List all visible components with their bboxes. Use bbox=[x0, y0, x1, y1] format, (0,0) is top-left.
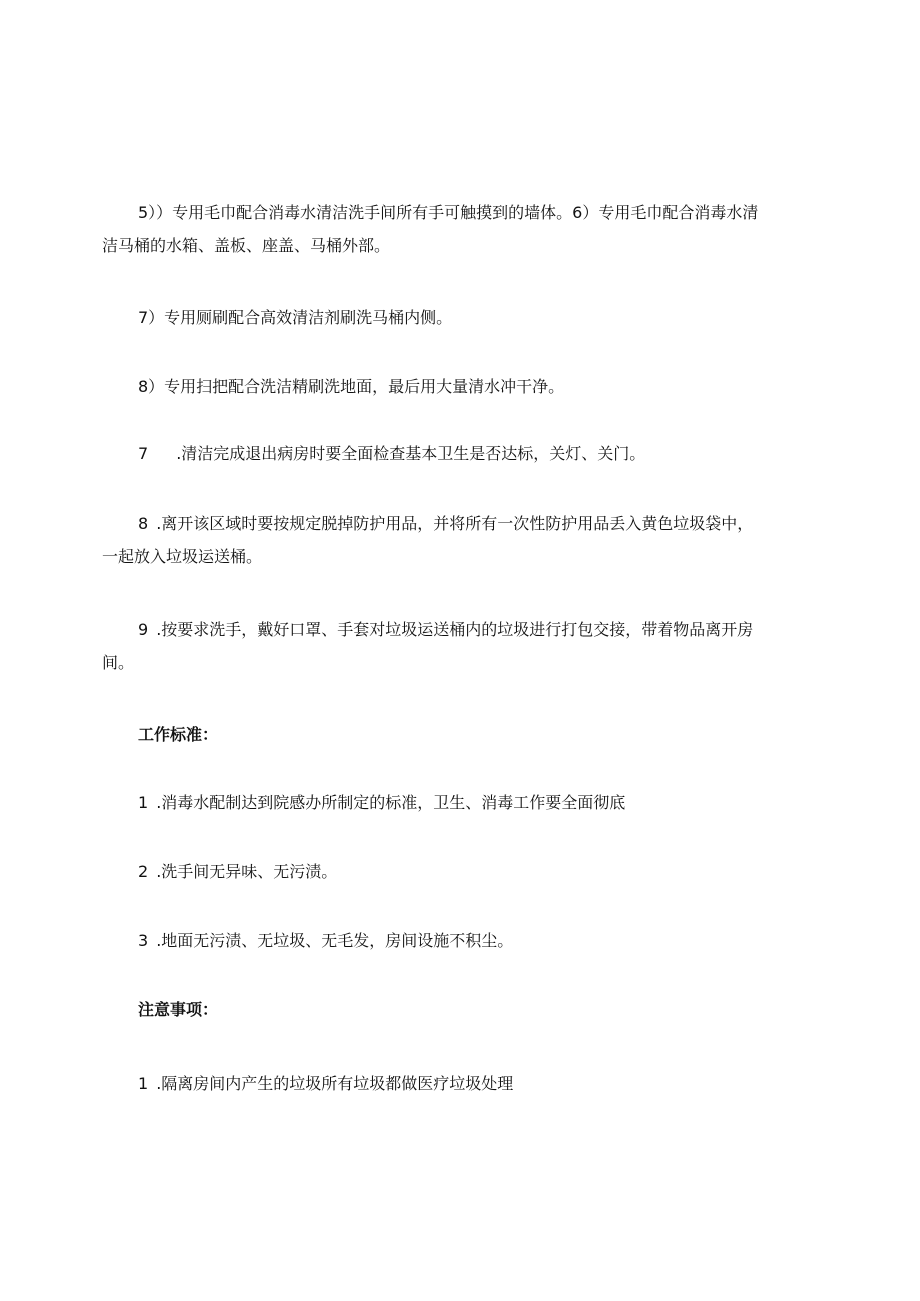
list-text: .地面无污渍、无垃圾、无毛发，房间设施不积尘。 bbox=[156, 931, 514, 950]
paragraph-item-8 bbox=[102, 370, 812, 403]
paragraph-step-9 bbox=[102, 613, 812, 679]
list-item bbox=[102, 786, 812, 819]
paragraph-line: 8）专用扫把配合洗洁精刷洗地面，最后用大量清水冲干净。 bbox=[138, 377, 565, 396]
list-number: 1 bbox=[138, 1074, 149, 1093]
list-number: 1 bbox=[138, 793, 149, 812]
paragraph-step-8 bbox=[102, 507, 812, 573]
list-item bbox=[102, 855, 812, 888]
list-item bbox=[102, 924, 812, 957]
paragraph-line bbox=[102, 437, 812, 470]
paragraph-line: 一起放入垃圾运送桶。 bbox=[102, 547, 263, 566]
standards-item-1 bbox=[102, 786, 812, 819]
standards-item-3 bbox=[102, 924, 812, 957]
paragraph-step-7 bbox=[102, 437, 812, 470]
list-text: .隔离房间内产生的垃圾所有垃圾都做医疗垃圾处理 bbox=[156, 1074, 514, 1093]
paragraph-item-5-6 bbox=[102, 196, 812, 262]
section-heading-standards bbox=[102, 718, 812, 751]
list-number: 8 bbox=[138, 514, 149, 533]
list-text: .按要求洗手，戴好口罩、手套对垃圾运送桶内的垃圾进行打包交接，带着物品离开房 bbox=[156, 620, 754, 639]
paragraph-line bbox=[102, 613, 812, 646]
list-number: 7 bbox=[138, 444, 149, 463]
section-heading-notes bbox=[102, 993, 812, 1026]
paragraph-line: 5））专用毛巾配合消毒水清洁洗手间所有手可触摸到的墙体。6）专用毛巾配合消毒水清 bbox=[138, 203, 759, 222]
list-text: .清洁完成退出病房时要全面检查基本卫生是否达标，关灯、关门。 bbox=[176, 444, 646, 463]
paragraph-line: 间。 bbox=[102, 653, 135, 672]
paragraph-line: 洁马桶的水箱、盖板、座盖、马桶外部。 bbox=[102, 236, 391, 255]
paragraph-line bbox=[102, 507, 812, 540]
notes-item-1 bbox=[102, 1067, 812, 1100]
heading-text: 工作标准： bbox=[138, 725, 219, 744]
list-text: .消毒水配制达到院感办所制定的标准，卫生、消毒工作要全面彻底 bbox=[156, 793, 626, 812]
list-item bbox=[102, 1067, 812, 1100]
list-number: 2 bbox=[138, 862, 149, 881]
standards-item-2 bbox=[102, 855, 812, 888]
list-text: .洗手间无异味、无污渍。 bbox=[156, 862, 338, 881]
heading-text: 注意事项： bbox=[138, 1000, 219, 1019]
paragraph-line: 7）专用厕刷配合高效清洁剂刷洗马桶内侧。 bbox=[138, 308, 453, 327]
list-text: .离开该区域时要按规定脱掉防护用品，并将所有一次性防护用品丢入黄色垃圾袋中， bbox=[156, 514, 754, 533]
paragraph-item-7 bbox=[102, 301, 812, 334]
list-number: 9 bbox=[138, 620, 149, 639]
list-number: 3 bbox=[138, 931, 149, 950]
